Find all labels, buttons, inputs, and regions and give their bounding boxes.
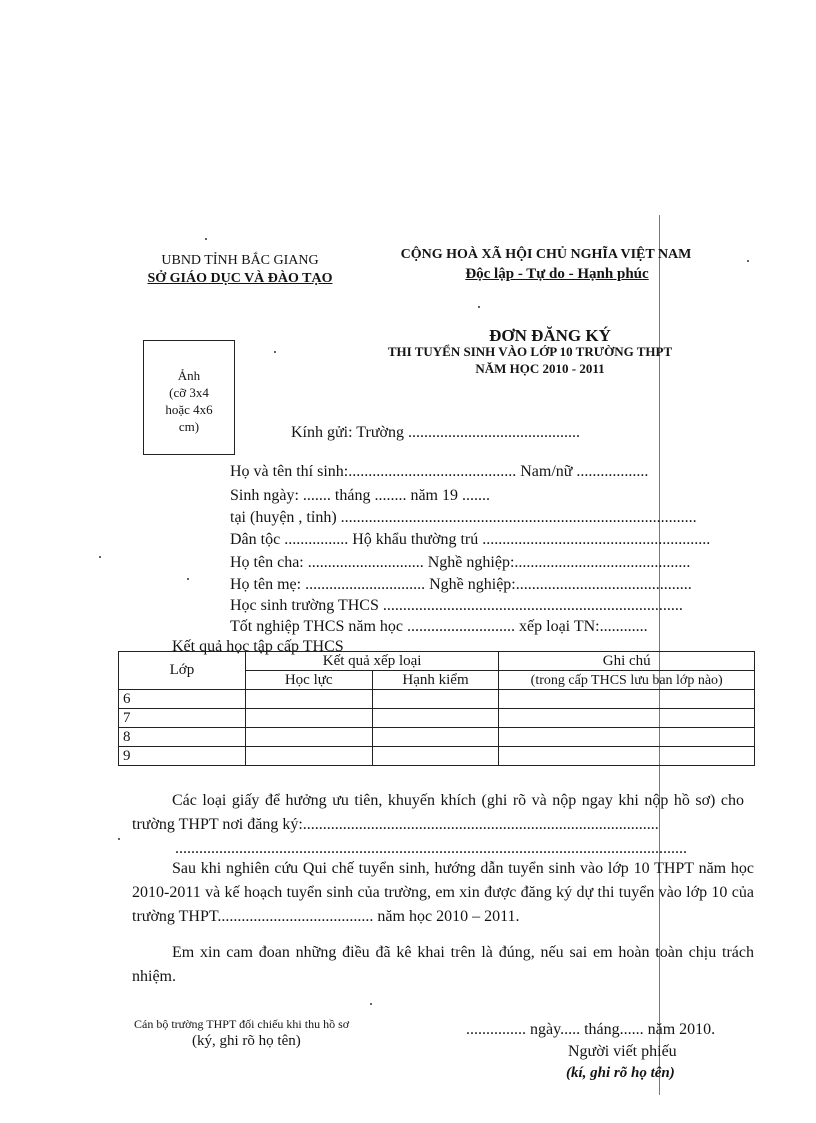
academic-cell	[245, 728, 372, 747]
results-table	[118, 651, 755, 766]
grade-cell: 9	[119, 747, 246, 766]
note-cell	[499, 690, 755, 709]
school-year: NĂM HỌC 2010 - 2011	[475, 361, 605, 376]
birthplace-field: tại (huyện , tỉnh) .........................................................................................	[230, 509, 697, 526]
officer-sign-note: (ký, ghi rõ họ tên)	[192, 1033, 301, 1049]
note-cell	[499, 728, 755, 747]
scan-speck	[747, 260, 749, 262]
priority-paragraph	[132, 789, 744, 837]
scan-speck	[205, 238, 207, 240]
header-academic: Học lực	[245, 671, 372, 690]
grade-cell: 6	[119, 690, 246, 709]
academic-cell	[245, 709, 372, 728]
scan-speck	[118, 838, 120, 840]
date-line: ............... ngày..... tháng...... năm 2010.	[466, 1021, 716, 1038]
note-cell	[499, 747, 755, 766]
mother-field: Họ tên mẹ: .............................. Nghề nghiệp:............................................	[230, 576, 692, 593]
junior-school-field: Học sinh trường THCS ...........................................................................	[230, 597, 683, 614]
department-name: SỞ GIÁO DỤC VÀ ĐÀO TẠO	[147, 271, 333, 286]
study-paragraph	[132, 857, 754, 929]
table-row	[119, 690, 755, 709]
conduct-cell	[372, 747, 499, 766]
commitment-text: Em xin cam đoan những điều đã kê khai trên là đúng, nếu sai em hoàn toàn chịu trách nhiệm.	[132, 944, 754, 985]
photo-size-label: (cỡ 3x4	[169, 385, 209, 400]
priority-text: Các loại giấy để hưởng ưu tiên, khuyến khích (ghi rõ và nộp ngay khi nộp hồ sơ) cho trường THPT nơi đăng ký:.........................................................................................	[132, 792, 744, 833]
grade-cell: 7	[119, 709, 246, 728]
national-motto: Độc lập - Tự do - Hạnh phúc	[465, 266, 649, 282]
priority-dotted-line: ................................................................................................................................	[175, 840, 687, 857]
father-field: Họ tên cha: ............................. Nghề nghiệp:............................................	[230, 554, 691, 571]
header-results-group: Kết quả xếp loại	[245, 652, 499, 671]
scan-speck	[370, 1003, 372, 1005]
conduct-cell	[372, 709, 499, 728]
results-caption: Kết quả học tập cấp THCS	[172, 638, 344, 655]
header-note: Ghi chú	[499, 652, 755, 671]
form-subtitle: THI TUYỂN SINH VÀO LỚP 10 TRƯỜNG THPT	[387, 344, 673, 359]
candidate-name-field: Họ và tên thí sinh:.......................................... Nam/nữ ..................	[230, 463, 649, 480]
national-title: CỘNG HOÀ XÃ HỘI CHỦ NGHĨA VIỆT NAM	[400, 247, 692, 262]
scan-speck	[478, 306, 480, 308]
date-of-birth-field: Sinh ngày: ....... tháng ........ năm 19 .......	[230, 487, 490, 504]
photo-size-label: cm)	[178, 419, 200, 434]
header-conduct: Hạnh kiểm	[372, 671, 499, 690]
officer-label: Cán bộ trường THPT đối chiếu khi thu hồ sơ	[134, 1017, 350, 1031]
writer-label: Người viết phiếu	[568, 1043, 677, 1060]
header-grade: Lớp	[119, 652, 246, 690]
ethnicity-residence-field: Dân tộc ................ Hộ khẩu thường trú .........................................................	[230, 531, 711, 548]
recipient-line: Kính gửi: Trường ...........................................	[291, 424, 580, 441]
photo-label: Ảnh	[177, 368, 201, 383]
conduct-cell	[372, 728, 499, 747]
table-header-row	[119, 652, 755, 671]
table-row	[119, 709, 755, 728]
study-text: Sau khi nghiên cứu Qui chế tuyển sinh, hướng dẫn tuyển sinh vào lớp 10 THPT năm học 2010-2011 và kế hoạch tuyển sinh của trường, em xin được đăng ký dự thi tuyển vào lớp 10 của trường THPT....................................... năm học 2010 – 2011.	[132, 860, 754, 925]
table-row	[119, 728, 755, 747]
scan-speck	[99, 556, 101, 558]
form-title: ĐƠN ĐĂNG KÝ	[489, 326, 611, 345]
graduation-field: Tốt nghiệp THCS năm học ........................... xếp loại TN:............	[230, 618, 648, 635]
header-note-sub: (trong cấp THCS lưu ban lớp nào)	[499, 671, 755, 690]
commitment-paragraph	[132, 941, 754, 989]
note-cell	[499, 709, 755, 728]
writer-sign-note: (kí, ghi rõ họ tên)	[566, 1065, 675, 1081]
academic-cell	[245, 747, 372, 766]
grade-cell: 8	[119, 728, 246, 747]
authority-name: UBND TỈNH BẮC GIANG	[161, 253, 319, 268]
academic-cell	[245, 690, 372, 709]
scan-speck	[274, 351, 276, 353]
photo-size-label: hoặc 4x6	[165, 402, 213, 417]
scan-speck	[187, 578, 189, 580]
table-row	[119, 747, 755, 766]
photo-placeholder	[143, 340, 235, 455]
conduct-cell	[372, 690, 499, 709]
